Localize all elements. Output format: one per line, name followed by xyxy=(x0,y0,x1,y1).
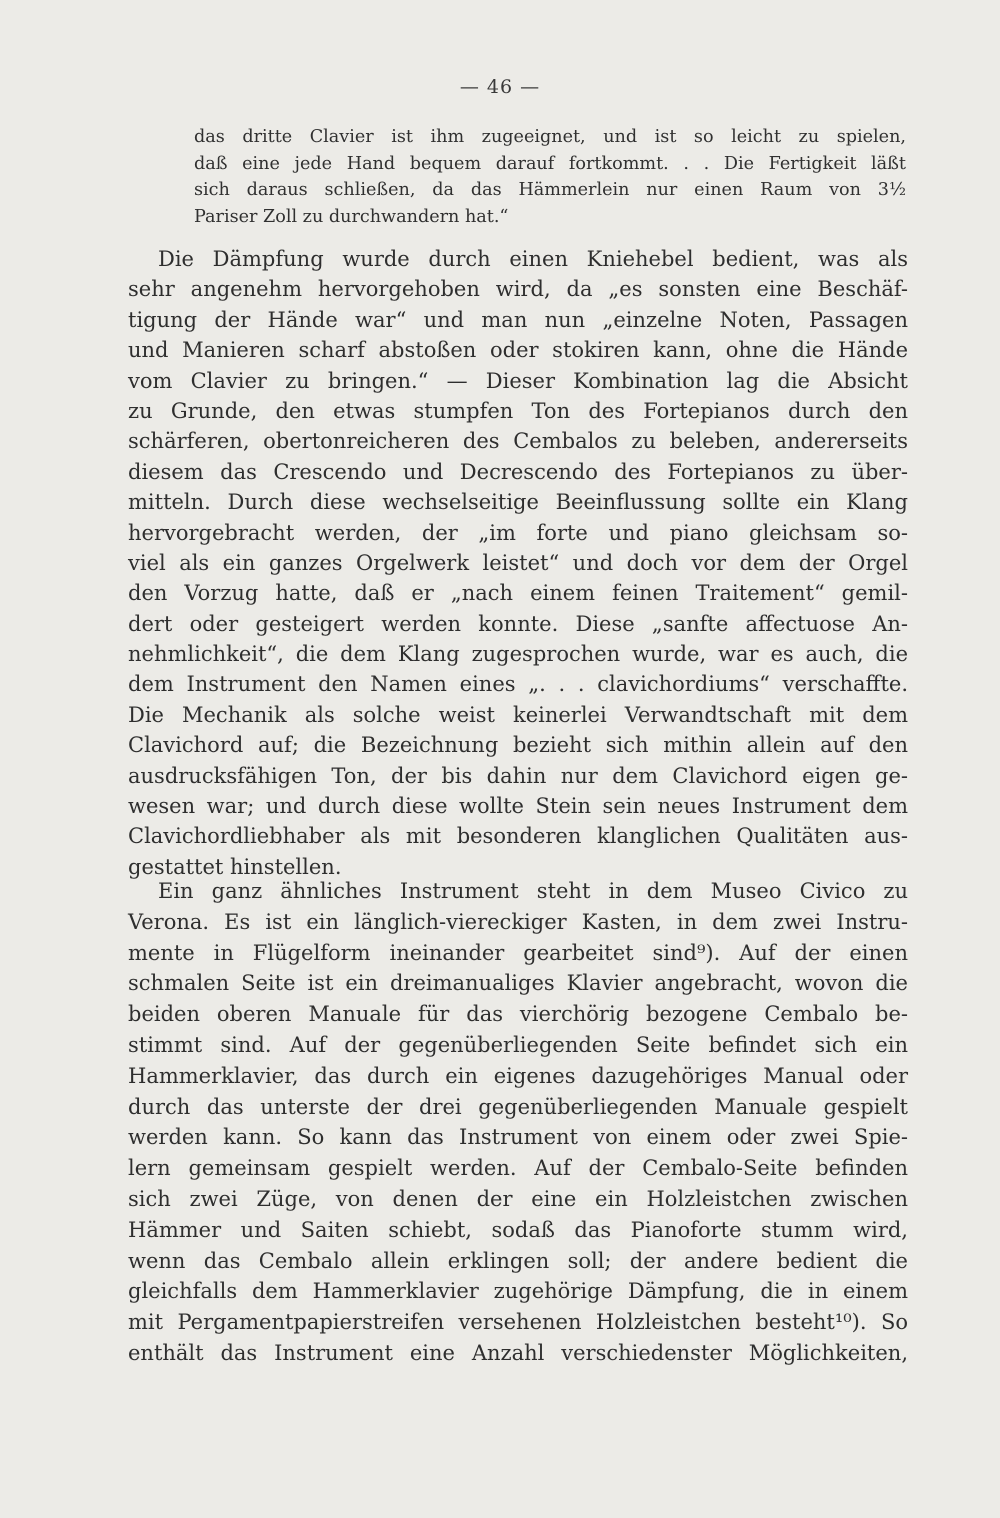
text-line: diesem das Crescendo und Decrescendo des Fortepianos zu über- xyxy=(128,459,908,484)
text-line: hervorgebracht werden, der „im forte und piano gleichsam so- xyxy=(128,520,908,545)
text-line: zu Grunde, den etwas stumpfen Ton des Fortepianos durch den xyxy=(128,398,908,423)
text-line: Hämmer und Saiten schiebt, sodaß das Pianoforte stumm wird, xyxy=(128,1217,908,1242)
text-line: vom Clavier zu bringen.“ — Dieser Kombination lag die Absicht xyxy=(128,368,908,393)
text-line: durch das unterste der drei gegenüberliegenden Manuale gespielt xyxy=(128,1094,908,1119)
quoted-passage xyxy=(194,124,906,230)
text-line: werden kann. So kann das Instrument von einem oder zwei Spie- xyxy=(128,1125,908,1150)
text-line: sich zwei Züge, von denen der eine ein Holzleistchen zwischen xyxy=(128,1186,908,1211)
text-line: das dritte Clavier ist ihm zugeeignet, und ist so leicht zu spielen, xyxy=(194,127,906,147)
text-line: sehr angenehm hervorgehoben wird, da „es sonsten eine Beschäf- xyxy=(128,277,908,302)
text-line: mente in Flügelform ineinander gearbeitet sind⁹). Auf der einen xyxy=(128,940,908,965)
text-line: gestattet hinstellen. xyxy=(128,854,342,879)
text-line: viel als ein ganzes Orgelwerk leistet“ und doch vor dem der Orgel xyxy=(128,550,908,575)
page-number: — 46 — xyxy=(459,76,541,98)
text-line: tigung der Hände war“ und man nun „einzelne Noten, Passagen xyxy=(128,307,908,332)
text-line: Ein ganz ähnliches Instrument steht in dem Museo Civico zu xyxy=(158,879,908,903)
text-line: sich daraus schließen, da das Hämmerlein nur einen Raum von 3½ xyxy=(194,180,906,200)
text-line: dem Instrument den Namen eines „. . . clavichordiums“ verschaffte. xyxy=(128,672,908,697)
text-line: mitteln. Durch diese wechselseitige Beeinflussung sollte ein Klang xyxy=(128,490,908,515)
text-line: und Manieren scharf abstoßen oder stokiren kann, ohne die Hände xyxy=(128,338,908,363)
text-line: schmalen Seite ist ein dreimanualiges Klavier angebracht, wovon die xyxy=(128,971,908,996)
text-line: gleichfalls dem Hammerklavier zugehörige Dämpfung, die in einem xyxy=(128,1279,908,1304)
text-line: lern gemeinsam gespielt werden. Auf der Cembalo-Seite befinden xyxy=(128,1156,908,1181)
text-line: enthält das Instrument eine Anzahl verschiedenster Möglichkeiten, xyxy=(128,1340,908,1365)
text-line: nehmlichkeit“, die dem Klang zugesprochen wurde, war es auch, die xyxy=(128,642,908,667)
text-line: schärferen, obertonreicheren des Cembalos zu beleben, andererseits xyxy=(128,429,908,454)
text-line: Die Dämpfung wurde durch einen Kniehebel bedient, was als xyxy=(158,247,908,271)
text-line: beiden oberen Manuale für das vierchörig bezogene Cembalo be- xyxy=(128,1002,908,1027)
text-line: ausdrucksfähigen Ton, der bis dahin nur dem Clavichord eigen ge- xyxy=(128,763,908,788)
text-line: den Vorzug hatte, daß er „nach einem feinen Traitement“ gemil- xyxy=(128,581,908,606)
text-line: Verona. Es ist ein länglich-viereckiger Kasten, in dem zwei Instru- xyxy=(128,909,908,934)
text-line: mit Pergamentpapierstreifen versehenen Holzleistchen besteht¹⁰). So xyxy=(128,1310,908,1335)
text-line: dert oder gesteigert werden konnte. Diese „sanfte affectuose An- xyxy=(128,611,908,636)
text-line: Die Mechanik als solche weist keinerlei Verwandtschaft mit dem xyxy=(128,702,908,727)
text-line: Clavichord auf; die Bezeichnung bezieht sich mithin allein auf den xyxy=(128,733,908,758)
text-line: stimmt sind. Auf der gegenüberliegenden Seite befindet sich ein xyxy=(128,1032,908,1057)
text-line: wesen war; und durch diese wollte Stein sein neues Instrument dem xyxy=(128,794,908,819)
paragraph-verona-instrument xyxy=(128,876,908,1369)
text-line: Clavichordliebhaber als mit besonderen klanglichen Qualitäten aus- xyxy=(128,824,908,849)
text-line: wenn das Cembalo allein erklingen soll; der andere bedient die xyxy=(128,1248,908,1273)
text-line: daß eine jede Hand bequem darauf fortkommt. . . Die Fertigkeit läßt xyxy=(194,153,906,174)
text-line: Hammerklavier, das durch ein eigenes dazugehöriges Manual oder xyxy=(128,1063,908,1088)
paragraph-damping xyxy=(128,244,908,882)
text-line: Pariser Zoll zu durchwandern hat.“ xyxy=(194,206,509,227)
